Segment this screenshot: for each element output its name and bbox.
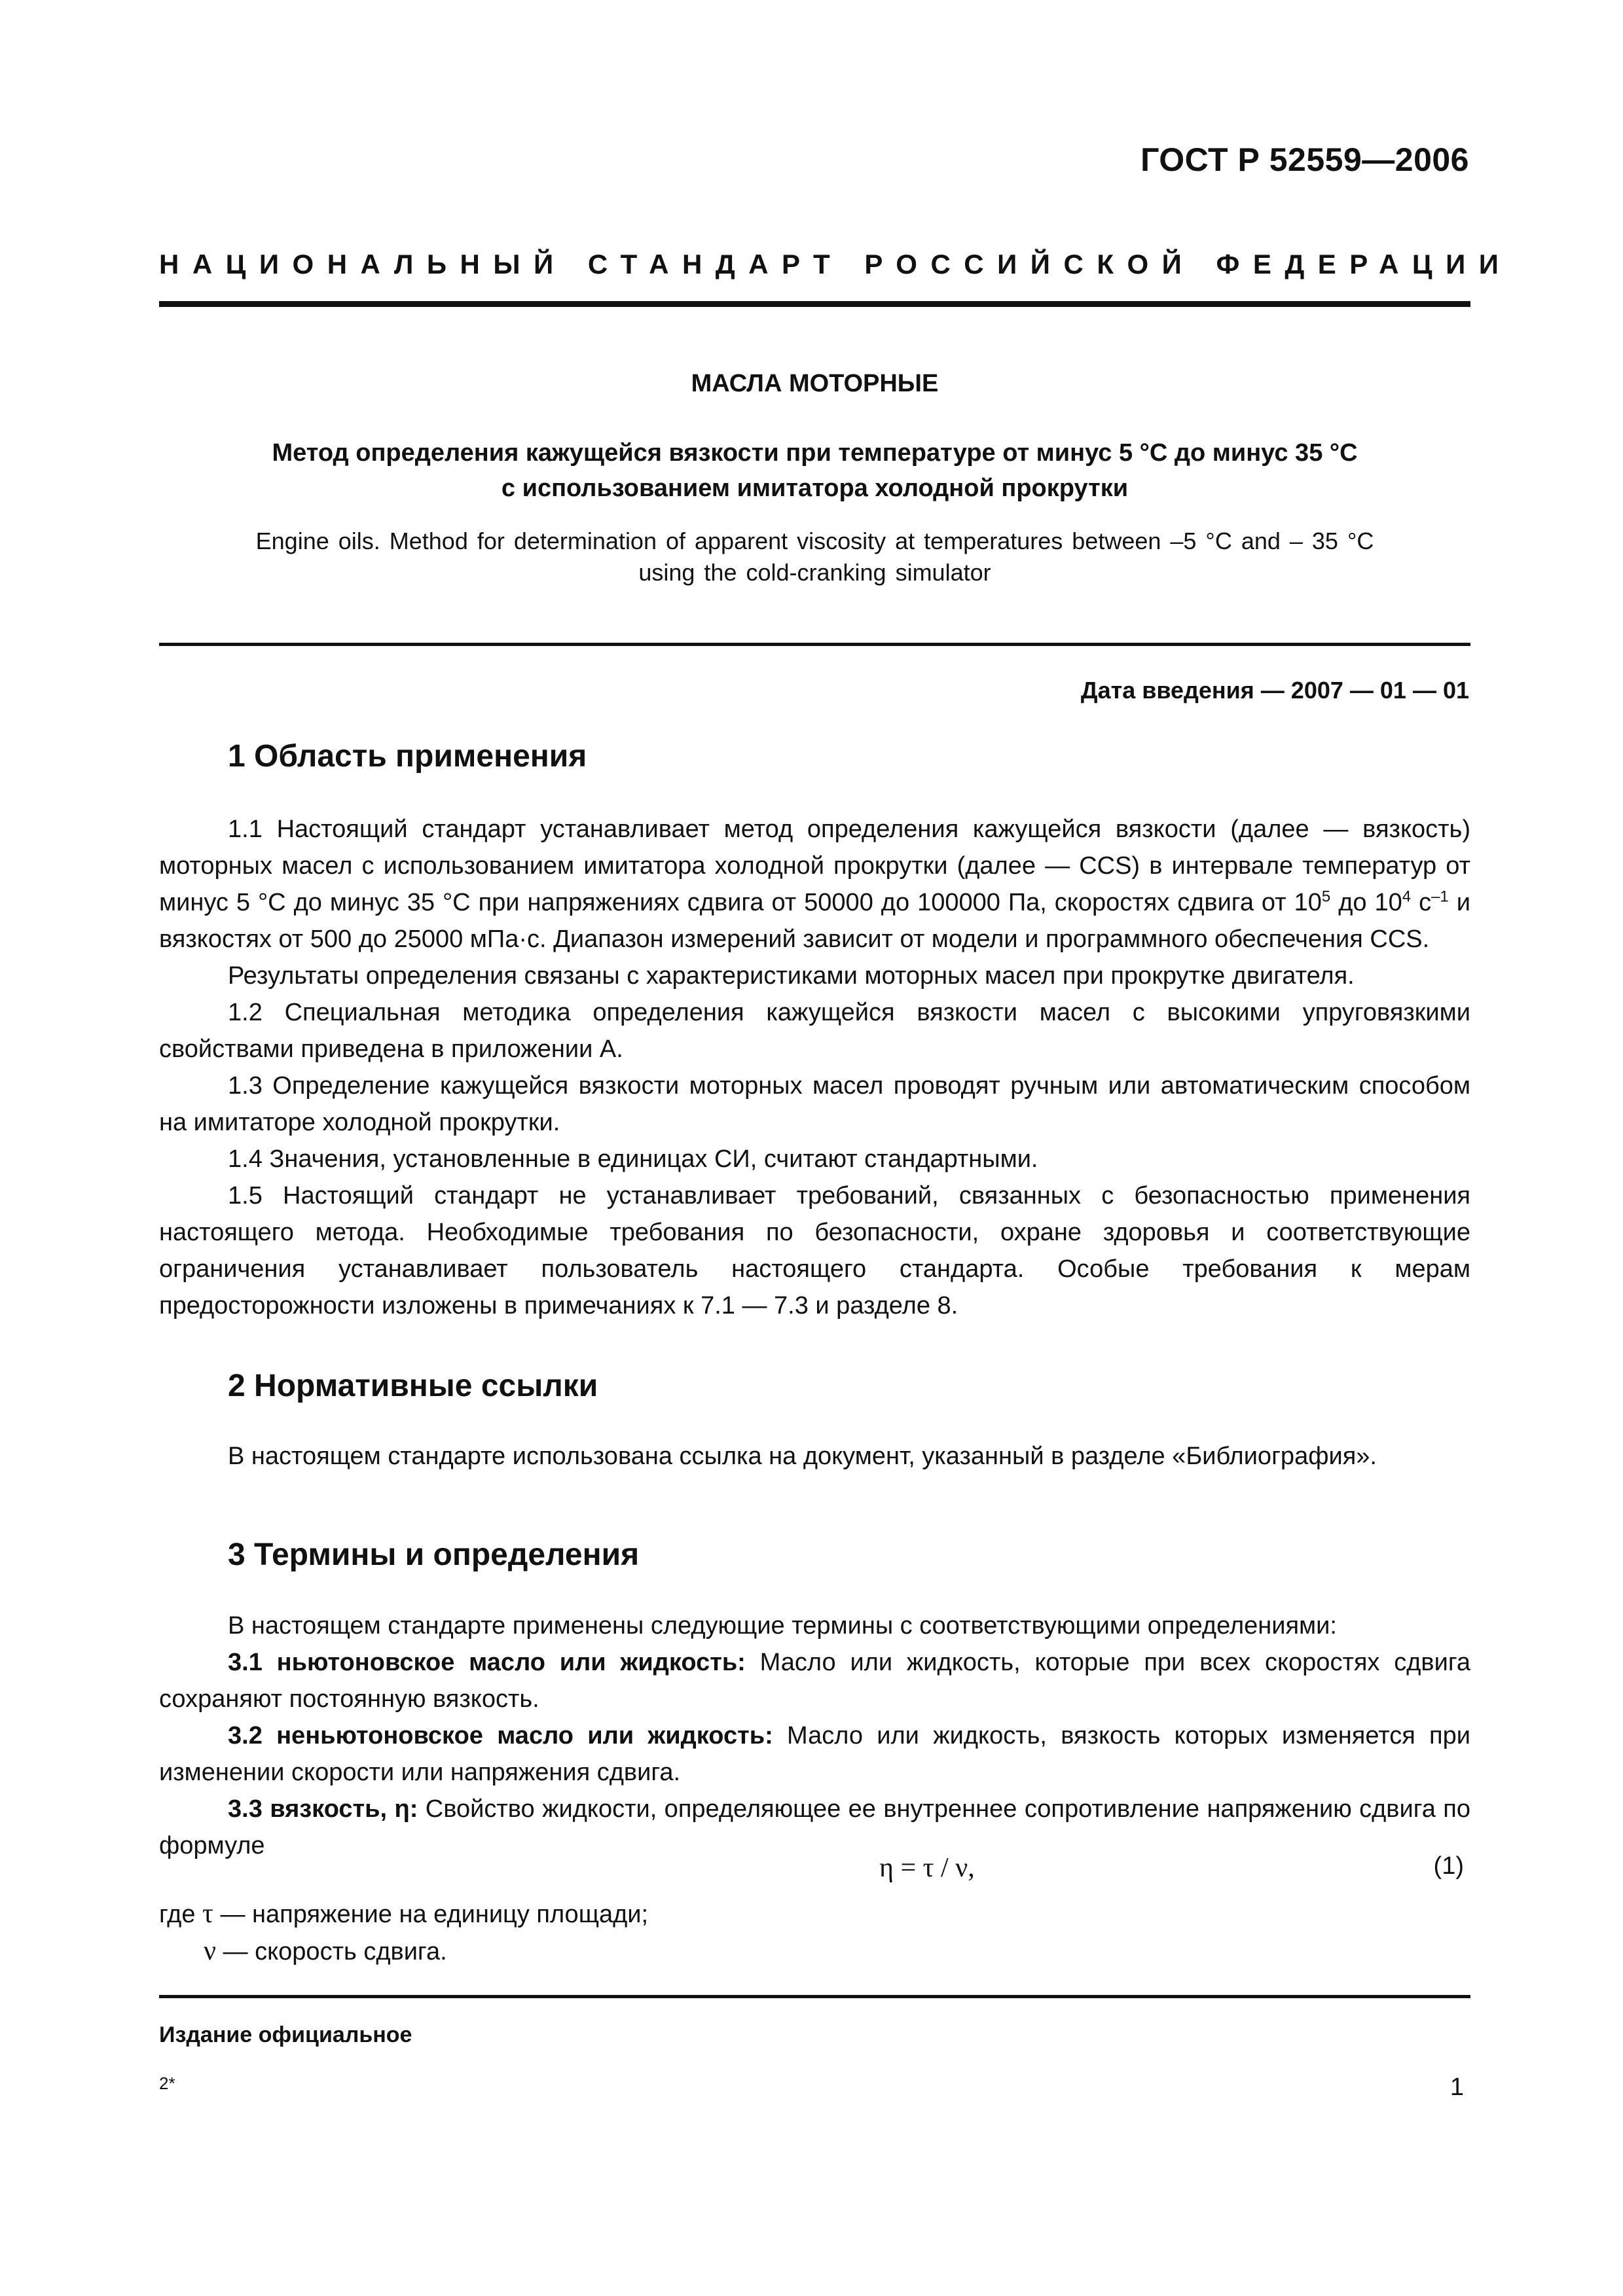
paragraph-2-1: В настоящем стандарте использована ссылка на документ, указанный в разделе «Библиография». <box>228 1443 1377 1470</box>
term-3-3: 3.3 вязкость, η: Свойство жидкости, определяющее ее внутреннее сопротивление напряжению сдвига по формуле <box>159 1795 1470 1859</box>
paragraph-1-5: 1.5 Настоящий стандарт не устанавливает требований, связанных с безопасностью применения настоящего метода. Необходимые требования по безопасности, охране здоровья и соответствующие ограничения устанавливает пользователь настоящего стандарта. Особые требования к мерам предосторожности изложены в примечаниях к 7.1 — 7.3 и разделе 8. <box>159 1182 1470 1319</box>
formula-number: (1) <box>1433 1852 1464 1880</box>
standard-title-ru <box>159 435 1470 506</box>
section-2-heading: 2 Нормативные ссылки <box>228 1369 598 1403</box>
document-number: ГОСТ Р 52559—2006 <box>1140 141 1469 178</box>
section-3-heading: 3 Термины и определения <box>228 1537 640 1572</box>
paragraph-results: Результаты определения связаны с характеристиками моторных масел при прокрутке двигателя. <box>228 962 1355 990</box>
section-3-body <box>159 1607 1470 1864</box>
formula-expression: η = τ / ν, <box>879 1853 975 1883</box>
national-standard-banner: НАЦИОНАЛЬНЫЙ СТАНДАРТ РОССИЙСКОЙ ФЕДЕРАЦИИ <box>159 249 1512 279</box>
viscosity-formula <box>159 1852 1470 1892</box>
standard-title-en <box>159 526 1470 588</box>
term-3-1: 3.1 ньютоновское масло или жидкость: Масло или жидкость, которые при всех скоростях сдвига сохраняют постоянную вязкость. <box>159 1649 1470 1713</box>
title-ru-line-1: Метод определения кажущейся вязкости при температуре от минус 5 °С до минус 35 °С <box>272 439 1358 467</box>
title-en-line-1: Engine oils. Method for determination of apparent viscosity at temperatures between –5 °C and – 35 °C <box>255 528 1374 554</box>
terms-intro: В настоящем стандарте применены следующие термины с соответствующими определениями: <box>228 1612 1337 1640</box>
standard-subject: МАСЛА МОТОРНЫЕ <box>691 370 939 397</box>
title-ru-line-2: с использованием имитатора холодной прокрутки <box>501 475 1129 502</box>
paragraph-1-3: 1.3 Определение кажущейся вязкости моторных масел проводят ручным или автоматическим способом на имитаторе холодной прокрутки. <box>159 1072 1470 1136</box>
section-1-heading: 1 Область применения <box>228 739 587 774</box>
title-en-line-2: using the cold-cranking simulator <box>638 559 991 586</box>
section-2-body <box>159 1438 1470 1475</box>
page-number: 1 <box>1450 2073 1464 2101</box>
official-edition-label: Издание официальное <box>159 2022 412 2047</box>
legend-tau: где τ — напряжение на единицу площади; <box>159 1899 649 1929</box>
introduction-date: Дата введения — 2007 — 01 — 01 <box>1080 677 1469 704</box>
section-1-body <box>159 811 1470 1324</box>
paragraph-1-4: 1.4 Значения, установленные в единицах СИ, считают стандартными. <box>228 1145 1038 1173</box>
footer-divider <box>159 1995 1470 1998</box>
paragraph-1-2: 1.2 Специальная методика определения кажущейся вязкости масел с высокими упруговязкими свойствами приведена в приложении А. <box>159 999 1470 1063</box>
formula-legend <box>159 1895 648 1970</box>
paragraph-1-1: 1.1 Настоящий стандарт устанавливает метод определения кажущейся вязкости (далее — вязкость) моторных масел с использованием имитатора холодной прокрутки (далее — CCS) в интервале температур от минус 5 °С до минус 35 °С при напряжениях сдвига от 50000 до 100000 Па, скоростях сдвига от $10^5$ до $10^4$ $с^{-1}$ и вязкостях от 500 до 25000 мПа·с. Диапазон измерений зависит от модели и программного обеспечения CCS. <box>159 816 1470 953</box>
sheet-mark: 2* <box>159 2073 175 2093</box>
legend-nu: ν — скорость сдвига. <box>204 1936 447 1966</box>
term-3-2: 3.2 неньютоновское масло или жидкость: Масло или жидкость, вязкость которых изменяется при изменении скорости или напряжения сдвига. <box>159 1722 1470 1786</box>
title-divider <box>159 643 1470 646</box>
header-divider <box>159 301 1470 307</box>
